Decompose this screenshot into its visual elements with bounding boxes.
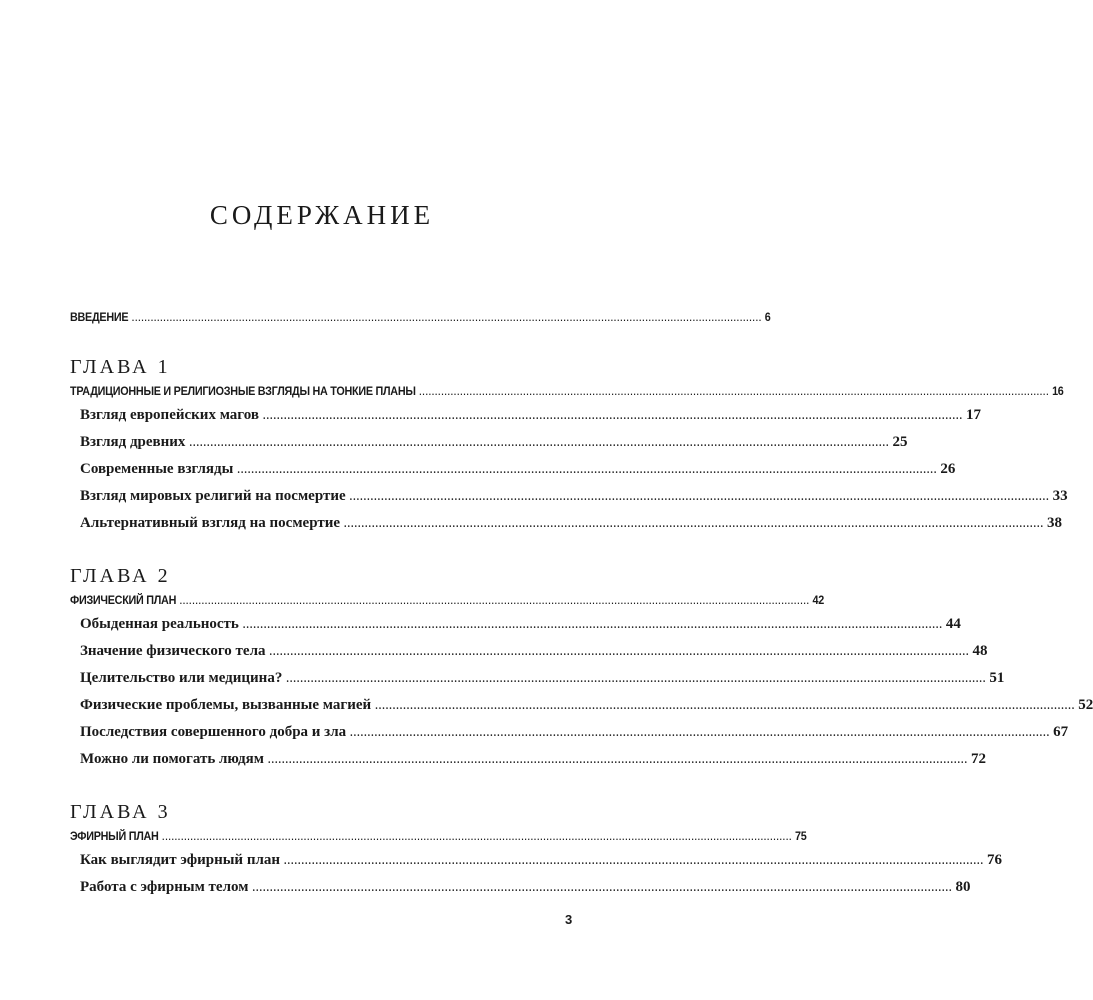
toc-section-entry[interactable] <box>70 611 961 638</box>
toc-entry-label: Целительство или медицина? <box>80 670 283 686</box>
toc-section-entry[interactable] <box>70 746 986 773</box>
dot-leader: ........................................................................................................................................................................................................ <box>252 883 953 894</box>
toc-entry-page: 76 <box>987 852 1003 868</box>
toc-entry-label: Взгляд древних <box>80 434 186 450</box>
toc-section-entry[interactable] <box>70 692 1093 719</box>
toc-entry-label: Как выглядит эфирный план <box>80 852 281 868</box>
toc-entry-label: Физические проблемы, вызванные магией <box>80 697 372 713</box>
toc-entry-page: 38 <box>1047 515 1063 531</box>
dot-leader: ........................................................................................................................................................................................................ <box>237 465 938 476</box>
toc-entry-page: 16 <box>1052 384 1064 398</box>
chapter-heading-1: ГЛАВА 1 <box>70 356 171 378</box>
toc-entry-label: Работа с эфирным телом <box>80 879 249 895</box>
dot-leader: ........................................................................................................................................................................................................ <box>350 728 1051 739</box>
toc-entry-label: Значение физического тела <box>80 643 266 659</box>
toc-entry-page: 33 <box>1052 488 1068 504</box>
dot-leader: ........................................................................................................................................................................................................ <box>284 856 985 867</box>
toc-entry-label: ФИЗИЧЕСКИЙ ПЛАН <box>70 593 177 607</box>
toc-entry-page: 48 <box>972 643 988 659</box>
chapter-heading-2: ГЛАВА 2 <box>70 565 171 587</box>
toc-entry-page: 44 <box>945 616 961 632</box>
toc-chapter-entry[interactable] <box>70 825 807 847</box>
toc-entry-label: ТРАДИЦИОННЫЕ И РЕЛИГИОЗНЫЕ ВЗГЛЯДЫ НА ТОНКИЕ ПЛАНЫ <box>70 384 416 398</box>
toc-entry-page: 51 <box>989 670 1005 686</box>
dot-leader: ........................................................................................................................................................................................................ <box>262 411 963 422</box>
toc-section-entry[interactable] <box>70 719 1069 746</box>
chapter-heading-3: ГЛАВА 3 <box>70 801 171 823</box>
toc-section-entry[interactable] <box>70 456 956 483</box>
toc-entry-page: 80 <box>955 879 971 895</box>
toc-entry-page: 17 <box>965 407 981 423</box>
dot-leader: ........................................................................................................................................................................................................ <box>242 620 943 631</box>
dot-leader: ........................................................................................................................................................................................................ <box>344 519 1045 530</box>
toc-entry-label: ЭФИРНЫЙ ПЛАН <box>70 829 159 843</box>
dot-leader: ........................................................................................................................................................................................................ <box>179 596 810 606</box>
page-number: 3 <box>565 912 573 927</box>
table-of-contents <box>70 306 1093 901</box>
toc-entry-label: Альтернативный взгляд на посмертие <box>80 515 341 531</box>
toc-entry-intro[interactable] <box>70 306 771 328</box>
toc-entry-label: Обыденная реальность <box>80 616 239 632</box>
toc-chapter-entry[interactable] <box>70 589 824 611</box>
toc-section-entry[interactable] <box>70 510 1063 537</box>
toc-entry-page: 75 <box>794 829 807 843</box>
toc-entry-page: 67 <box>1053 724 1069 740</box>
dot-leader: ........................................................................................................................................................................................................ <box>269 647 970 658</box>
toc-entry-label: Взгляд европейских магов <box>80 407 259 423</box>
toc-section-entry[interactable] <box>70 638 988 665</box>
toc-section-entry[interactable] <box>70 847 1003 874</box>
toc-entry-label: Можно ли помогать людям <box>80 751 264 767</box>
dot-leader: ........................................................................................................................................................................................................ <box>267 755 968 766</box>
dot-leader: ........................................................................................................................................................................................................ <box>189 438 890 449</box>
toc-chapter-entry[interactable] <box>70 380 1064 402</box>
dot-leader: ........................................................................................................................................................................................................ <box>419 387 1050 397</box>
toc-entry-page: 72 <box>970 751 986 767</box>
toc-entry-label: Современные взгляды <box>80 461 234 477</box>
toc-entry-page: 6 <box>764 310 771 324</box>
toc-section-entry[interactable] <box>70 483 1068 510</box>
toc-section-entry[interactable] <box>70 665 1005 692</box>
toc-entry-page: 25 <box>892 434 908 450</box>
toc-entry-page: 42 <box>812 593 824 607</box>
toc-entry-page: 26 <box>940 461 956 477</box>
toc-entry-page: 52 <box>1078 697 1093 713</box>
toc-section-entry[interactable] <box>70 402 981 429</box>
dot-leader: ........................................................................................................................................................................................................ <box>375 701 1076 712</box>
toc-entry-label: ВВЕДЕНИЕ <box>70 310 129 324</box>
toc-section-entry[interactable] <box>70 874 971 901</box>
dot-leader: ........................................................................................................................................................................................................ <box>349 492 1050 503</box>
toc-entry-label: Взгляд мировых религий на посмертие <box>80 488 346 504</box>
dot-leader: ........................................................................................................................................................................................................ <box>162 832 793 842</box>
dot-leader: ........................................................................................................................................................................................................ <box>286 674 987 685</box>
toc-entry-label: Последствия совершенного добра и зла <box>80 724 347 740</box>
dot-leader: ........................................................................................................................................................................................................ <box>131 313 763 323</box>
toc-section-entry[interactable] <box>70 429 908 456</box>
page-title: СОДЕРЖАНИЕ <box>209 200 435 230</box>
